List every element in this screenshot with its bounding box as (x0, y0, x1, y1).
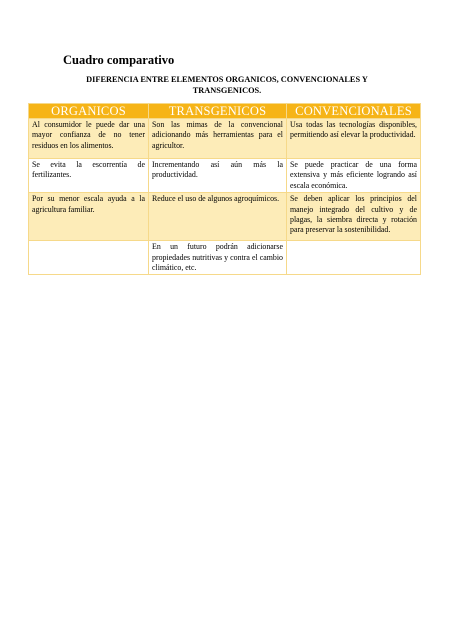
table-row (29, 193, 421, 241)
table-row (29, 241, 421, 275)
table-cell: Reduce el uso de algunos agroquímicos. (149, 193, 287, 241)
table-cell: Se evita la escorrentía de fertilizantes. (29, 159, 149, 193)
comparison-table (28, 103, 421, 275)
header-convencionales: CONVENCIONALES (287, 104, 421, 119)
header-organicos: ORGANICOS (29, 104, 149, 119)
table-cell: Se deben aplicar los principios del manejo integrado del cultivo y de plagas, la siembra directa y rotación para preservar la sostenibilidad. (287, 193, 421, 241)
table-cell (287, 241, 421, 275)
header-transgenicos: TRANSGENICOS (149, 104, 287, 119)
table-cell: Al consumidor le puede dar una mayor confianza de no tener residuos en los alimentos. (29, 119, 149, 159)
table-cell: Usa todas las tecnologías disponibles, permitiendo así elevar la productividad. (287, 119, 421, 159)
table-cell: En un futuro podrán adicionarse propiedades nutritivas y contra el cambio climático, etc. (149, 241, 287, 275)
table-cell (29, 241, 149, 275)
table-cell: Se puede practicar de una forma extensiva y más eficiente logrando así escala económica. (287, 159, 421, 193)
table-cell: Son las mimas de la convencional adicionando más herramientas para el agricultor. (149, 119, 287, 159)
document-title: Cuadro comparativo (63, 53, 175, 67)
table-cell: Incrementando así aún más la productividad. (149, 159, 287, 193)
table-header-row (29, 104, 421, 119)
document-subtitle: DIFERENCIA ENTRE ELEMENTOS ORGANICOS, CONVENCIONALES Y TRANSGENICOS. (86, 75, 368, 95)
table-cell: Por su menor escala ayuda a la agricultura familiar. (29, 193, 149, 241)
table-row (29, 159, 421, 193)
table-row (29, 119, 421, 159)
